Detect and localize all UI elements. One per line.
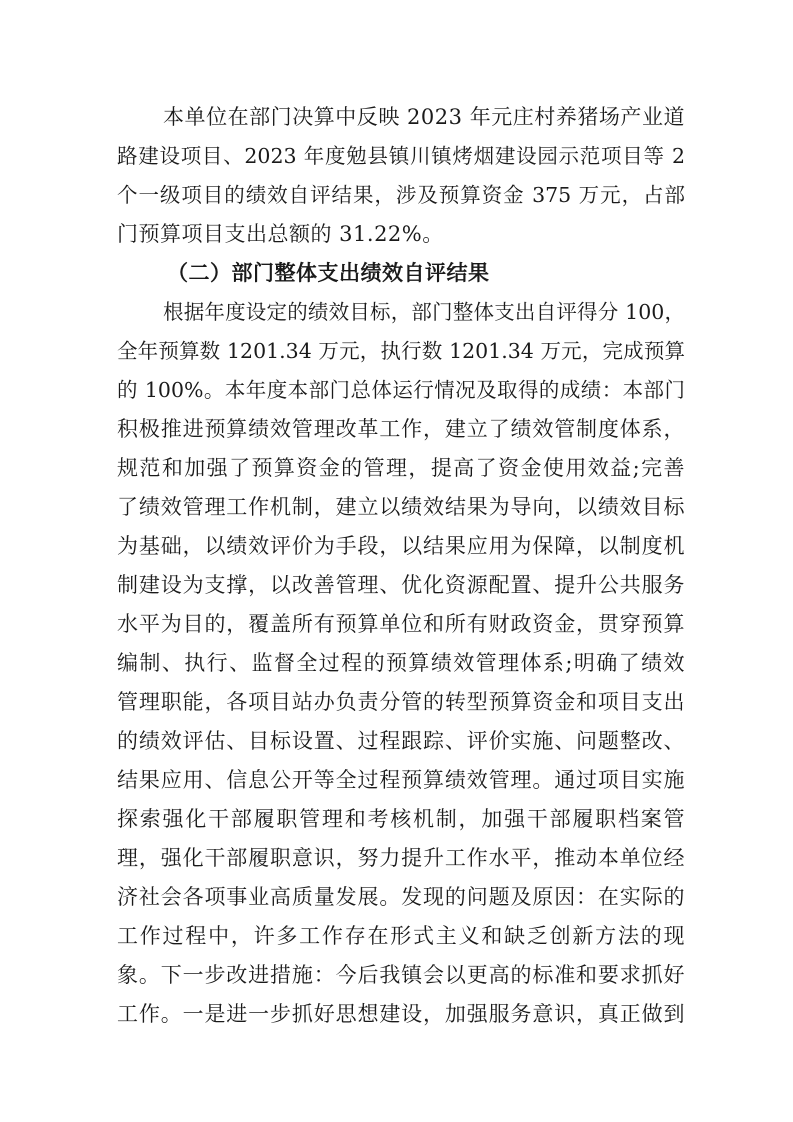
paragraph-line: 济社会各项事业高质量发展。发现的问题及原因：在实际的 bbox=[117, 885, 685, 909]
paragraph-project-self-evaluation bbox=[117, 98, 685, 254]
paragraph-line: 结果应用、信息公开等全过程预算绩效管理。通过项目实施 bbox=[117, 768, 685, 792]
paragraph-line: 为基础，以绩效评价为手段，以结果应用为保障，以制度机 bbox=[117, 534, 685, 558]
paragraph-line: 理，强化干部履职意识，努力提升工作水平，推动本单位经 bbox=[117, 846, 685, 870]
paragraph-line: 水平为目的，覆盖所有预算单位和所有财政资金，贯穿预算 bbox=[117, 612, 685, 636]
paragraph-line: 全年预算数 1201.34 万元，执行数 1201.34 万元，完成预算 bbox=[117, 339, 685, 363]
paragraph-line: 根据年度设定的绩效目标，部门整体支出自评得分 100， bbox=[163, 300, 685, 324]
paragraph-line: 的 100%。本年度本部门总体运行情况及取得的成绩：本部门 bbox=[117, 378, 685, 402]
paragraph-line: 工作过程中，许多工作存在形式主义和缺乏创新方法的现 bbox=[117, 924, 685, 948]
paragraph-line: 象。下一步改进措施：今后我镇会以更高的标准和要求抓好 bbox=[117, 963, 685, 987]
paragraph-line: 工作。一是进一步抓好思想建设，加强服务意识，真正做到 bbox=[117, 1002, 685, 1026]
paragraph-line: 管理职能，各项目站办负责分管的转型预算资金和项目支出 bbox=[117, 690, 685, 714]
paragraph-line: 了绩效管理工作机制，建立以绩效结果为导向，以绩效目标 bbox=[117, 495, 685, 519]
section-heading-block bbox=[117, 254, 685, 293]
paragraph-line: 个一级项目的绩效自评结果，涉及预算资金 375 万元，占部 bbox=[117, 183, 685, 207]
paragraph-line: 本单位在部门决算中反映 2023 年元庄村养猪场产业道 bbox=[163, 105, 685, 129]
paragraph-overall-self-evaluation bbox=[117, 293, 685, 1034]
paragraph-line: 的绩效评估、目标设置、过程跟踪、评价实施、问题整改、 bbox=[117, 729, 685, 753]
section-heading: （二）部门整体支出绩效自评结果 bbox=[167, 261, 490, 285]
paragraph-line: 规范和加强了预算资金的管理，提高了资金使用效益;完善 bbox=[117, 456, 685, 480]
paragraph-line: 门预算项目支出总额的 31.22%。 bbox=[117, 222, 444, 246]
paragraph-line: 编制、执行、监督全过程的预算绩效管理体系;明确了绩效 bbox=[117, 651, 685, 675]
paragraph-line: 路建设项目、2023 年度勉县镇川镇烤烟建设园示范项目等 2 bbox=[117, 144, 685, 168]
paragraph-line: 积极推进预算绩效管理改革工作，建立了绩效管制度体系， bbox=[117, 417, 685, 441]
paragraph-line: 制建设为支撑，以改善管理、优化资源配置、提升公共服务 bbox=[117, 573, 685, 597]
paragraph-line: 探索强化干部履职管理和考核机制，加强干部履职档案管 bbox=[117, 807, 685, 831]
